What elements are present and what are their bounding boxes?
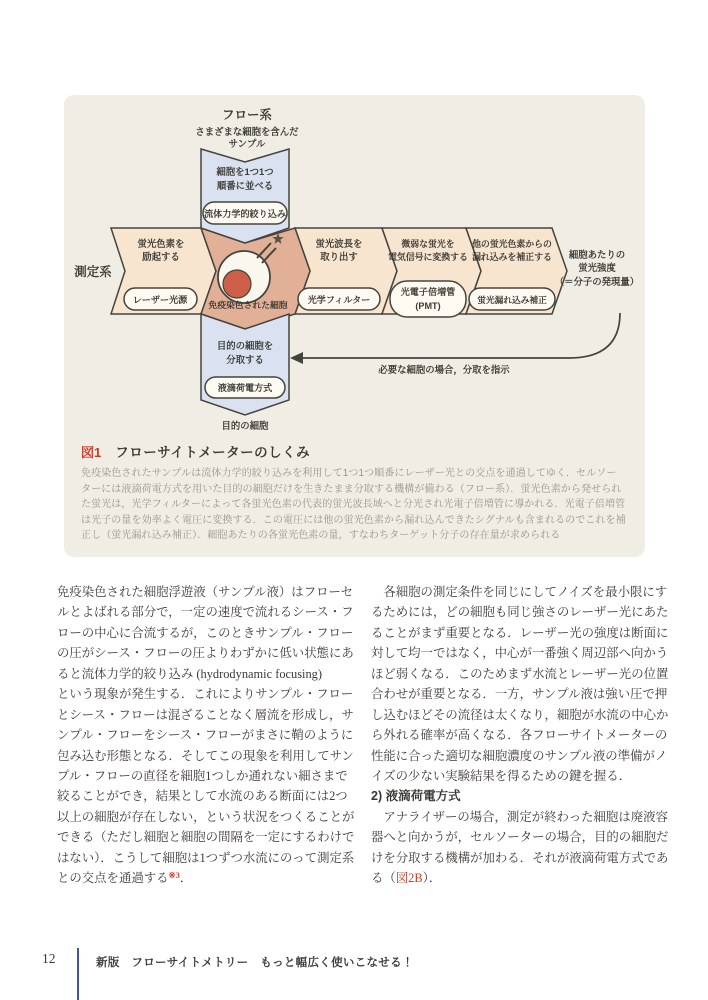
text-line: はない）．こうして細胞は1つずつ水流にのって測定系 [57,850,355,865]
text-segment: る（ [371,871,396,886]
output-line1: 細胞あたりの [568,249,626,260]
figure-title-row [81,441,628,461]
text-line: の圧がシース・フローの圧よりわずかに低い状態にあ [57,646,354,661]
text-line: 各細胞の測定条件を同じにしてノイズを最小限にす [371,585,668,599]
text-line: 免疫染色された細胞浮遊液（サンプル液）はフローセ [57,585,354,599]
text-line: ルとよばれる部分で，一定の速度で流れるシース・フ [57,605,354,620]
step1-line2: 励起する [142,251,180,262]
figure-number: 図1 [81,445,102,460]
step1-line1: 蛍光色素を [137,238,185,249]
text-line: 対して均一ではなく，中心が一番強く周辺部へ向かう [371,646,669,661]
text-line: 絞ることができ，結果として水流のある断面には2つ [57,789,348,804]
output-line3: （＝分子の発現量） [554,276,640,287]
hydrodynamic-focusing-label: 流体力学的絞り込み [204,209,286,219]
sample-label-line1: さまざまな細胞を含んだ [195,126,299,137]
figure-1-panel [64,95,645,557]
sorter-line1: 目的の細胞を [216,340,274,351]
arrowhead-icon [290,352,303,364]
section-heading: 2) 液滴荷電方式 [371,789,461,804]
figure-title: フローサイトメーターのしくみ [115,445,311,460]
text-line: 免疫染色されたサンプルは流体力学的絞り込みを利用して1つ1つ順番にレーザー光との交点を通過してゆく．セルソー [81,468,617,479]
text-line: できる（ただし細胞と細胞の間隔を一定にするわけで [57,830,355,845]
step4-line2: 漏れ込みを補正する [472,252,552,262]
step2-line2: 取り出す [320,251,358,262]
text-line: アナライザーの場合，測定が終わった細胞は廃液容 [371,809,668,824]
sort-feedback-arrow [302,313,620,358]
text-line: ら外れる確率が高くなる．各フローサイトメーターの [371,728,668,743]
inlet-line1: 細胞を1つ1つ [216,166,274,177]
text-line: ると流体力学的絞り込み (hydrodynamic focusing) [57,666,322,681]
text-segment: ． [179,871,193,886]
text-line: プル・フローの直径を細胞1つしか通れない細さまで [57,768,348,783]
inline-reference: 図2B [395,871,423,886]
footer-divider [77,948,79,1000]
text-line: 正し（蛍光漏れ込み補正）．細胞あたりの各蛍光色素の量，すなわちターゲット分子の存在量が求められる [81,530,561,542]
body-column-right [371,582,671,889]
body-column-left [57,582,357,889]
figure-caption-text [81,466,628,544]
sample-label-line2: サンプル [228,138,266,149]
inline-reference: ※3 [168,870,180,881]
text-line: ほど弱くなる．このためまず水流とレーザー光の位置 [371,666,669,681]
feedback-arrow-label: 必要な細胞の場合，分取を指示 [378,364,510,375]
text-line: ることがまず重要となる．レーザー光の強度は断面に [371,625,669,640]
sorter-line2: 分取する [226,354,264,365]
text-line: けを分取する機構が加わる．それが液滴荷電方式であ [371,850,669,865]
output-line2: 蛍光強度 [578,262,616,273]
inlet-band [201,149,289,243]
step3-line1: 微弱な蛍光を [401,239,455,249]
text-line: 器へと向かうが，セルソーターの場合，目的の細胞だ [371,830,669,845]
laser-source-label: レーザー光源 [132,295,188,305]
text-line: は光子の量を効率よく電圧に変換する．この電圧には他の蛍光色素から漏れ込んできたシグナルも含まれるのでこれを補 [81,514,626,526]
sorted-cells-label: 目的の細胞 [221,420,269,431]
text-line: 包み込む形態となる．そしてこの現象を利用してサン [57,748,354,763]
text-line: た蛍光は，光学フィルターによって各蛍光色素の代表的蛍光波長域へと分光され光電子倍増管に導かれる．光電子倍増管 [81,499,626,511]
pmt-label-line1: 光電子倍増管 [400,287,456,297]
text-line: し込むほどその流径は太くなり，細胞が水流の中心か [371,707,669,722]
step2-line1: 蛍光波長を [315,238,363,249]
flow-cytometer-diagram [64,95,645,435]
flow-system-label: フロー系 [221,108,273,122]
measurement-system-label: 測定系 [74,265,112,279]
spillover-compensation-label: 蛍光漏れ込み補正 [477,295,547,305]
text-line: ローの中心に合流するが，このときサンプル・フロー [57,625,354,640]
text-segment: との交点を通過する [57,871,169,886]
droplet-charging-label: 液滴荷電方式 [217,383,273,393]
text-line: という現象が発生する．これによりサンプル・フロー [57,687,354,702]
text-line: 性能に合った適切な細胞濃度のサンプル液の準備がノ [371,748,668,763]
text-line: ターには液滴荷電方式を用いた目的の細胞だけを生きたまま分取する機構が備わる（フロー系）．蛍光色素から発せられ [81,483,622,495]
text-line [57,868,357,888]
text-segment: ）． [422,871,442,886]
cell-nucleus [223,270,251,298]
text-line: 以上の細胞が存在しない，という状況をつくることが [57,809,355,824]
text-line [371,868,671,888]
step4-line1: 他の蛍光色素からの [472,239,552,249]
pmt-label-line2: (PMT) [415,301,441,311]
text-line: ンプル・フローをシース・フローがまさに鞘のように [57,728,354,743]
text-line: るためには，どの細胞も同じ強さのレーザー光にあた [371,605,669,620]
running-title: 新版 フローサイトメトリー もっと幅広く使いこなせる！ [96,957,414,969]
text-line: とシース・フローは混ざることなく層流を形成し，サ [57,707,354,722]
step3-line2: 電気信号に変換する [388,252,468,262]
stained-cell-label: 免疫染色された細胞 [208,300,288,310]
text-line: 合わせが重要となる．一方，サンプル液は強い圧で押 [371,687,668,702]
inlet-line2: 順番に並べる [216,180,274,191]
text-line: イズの少ない実験結果を得るための鍵を握る． [371,768,632,783]
optical-filter-label: 光学フィルター [307,295,371,305]
page-number: 12 [42,951,56,966]
figure-caption [64,435,645,544]
